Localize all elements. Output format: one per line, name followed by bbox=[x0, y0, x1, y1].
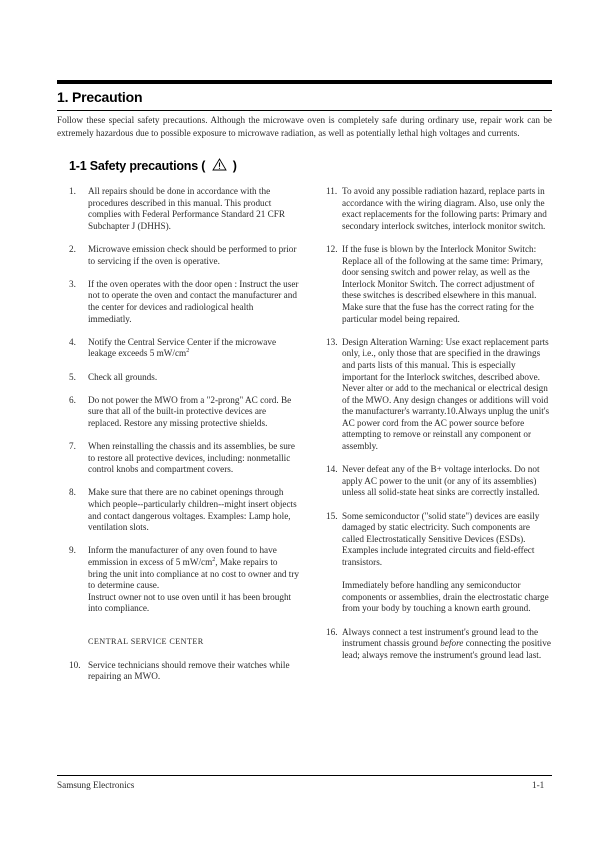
list-item bbox=[69, 279, 299, 325]
item-number: 3. bbox=[69, 278, 76, 289]
item-text-part: connecting the positive lead; always remove the instrument's ground lead last. bbox=[342, 638, 551, 660]
list-item bbox=[326, 337, 552, 453]
item-number: 12. bbox=[326, 243, 338, 254]
item-number: 14. bbox=[326, 464, 338, 475]
central-service-center-label: CENTRAL SERVICE CENTER bbox=[88, 636, 204, 646]
item-text-part: If the fuse is blown by the Interlock Monitor Switch: Replace all of the following at the same time: Primary, door sensing switch and power relay, as well as the Interlock Monitor Switch. The correct adjustment of these switches is described elsewhere in this manual. Make sure that the fuse has the correct rating for the particular model being repaired. bbox=[342, 243, 543, 324]
intro-paragraph: Follow these special safety precautions. Although the microwave oven is completely safe during ordinary use, repair work can be extremely hazardous due to possible exposure to microwave radiation, as well as potentially lethal high voltages and currents. bbox=[57, 115, 552, 138]
list-item bbox=[326, 464, 552, 499]
item-text-part: Always connect a test instrument's ground lead to the instrument chassis ground bbox=[342, 626, 539, 649]
page-title: 1. Precaution bbox=[57, 89, 143, 105]
item-text bbox=[88, 395, 299, 430]
list-item bbox=[69, 545, 299, 615]
item-text: Service technicians should remove their watches while repairing an MWO. bbox=[88, 659, 290, 682]
item-text bbox=[88, 372, 299, 384]
item-text-part: Some semiconductor ("solid state") devices are easily damaged by static electricity. Such components are called Electrostatically Sensitive Devices (ESDs). Examples include integrated circuits and field-effect transistors. bbox=[342, 510, 540, 567]
item-number: 2. bbox=[69, 243, 76, 254]
item-text-part: Make sure that there are no cabinet openings through which people--particularly children--might insert objects and contact dangerous voltages. Examples: Lamp hole, ventilation slots. bbox=[88, 487, 297, 533]
footer-page-number: 1-1 bbox=[532, 780, 545, 790]
item-text bbox=[88, 487, 299, 533]
item-number: 7. bbox=[69, 441, 76, 452]
list-item bbox=[69, 186, 299, 232]
item-text bbox=[342, 511, 552, 615]
item-text-part: Check all grounds. bbox=[88, 371, 158, 382]
list-item bbox=[69, 372, 299, 384]
list-item bbox=[326, 186, 552, 232]
item-number: 5. bbox=[69, 371, 76, 382]
warning-triangle-icon bbox=[212, 158, 227, 171]
list-item bbox=[69, 660, 299, 683]
left-item-list bbox=[69, 186, 299, 534]
item-text bbox=[342, 186, 552, 232]
item-text bbox=[88, 545, 299, 615]
item-text-part: Microwave emission check should be performed to prior to servicing if the oven is operative. bbox=[88, 243, 297, 266]
title-rule bbox=[57, 110, 552, 111]
item-text-part: When reinstalling the chassis and its assemblies, be sure to restore all protective devices, including: nonmetallic control knobs and compartment covers. bbox=[88, 441, 295, 475]
item-text-part: If the oven operates with the door open : Instruct the user not to operate the oven and contact the manufacturer and the center for devices and radiological health immediatly. bbox=[88, 278, 299, 324]
item-text bbox=[342, 244, 552, 325]
left-column bbox=[69, 186, 299, 694]
superscript: 2 bbox=[212, 556, 216, 563]
item-number: 1. bbox=[69, 186, 76, 196]
item-text bbox=[88, 186, 299, 232]
list-item bbox=[69, 395, 299, 430]
item-text-part: Instruct owner not to use oven until it has been brought into compliance. bbox=[88, 591, 292, 614]
list-item bbox=[326, 627, 552, 662]
item-text bbox=[342, 464, 552, 499]
list-item bbox=[69, 244, 299, 267]
section-title-prefix: 1-1 Safety precautions ( bbox=[69, 159, 206, 173]
footer-rule bbox=[57, 775, 552, 776]
list-item bbox=[69, 487, 299, 533]
right-column bbox=[326, 186, 552, 673]
item-text-part: Do not power the MWO from a "2-prong" AC cord. Be sure that all of the built-in protective devices are replaced. Restore any missing protective shields. bbox=[88, 394, 292, 428]
list-item bbox=[69, 337, 299, 360]
item-text-part: All repairs should be done in accordance with the procedures described in this manual. This product complies with Federal Performance Standard 21 CFR Subchapter J (DHHS). bbox=[88, 186, 285, 231]
footer-company: Samsung Electronics bbox=[57, 780, 135, 790]
section-title-suffix: ) bbox=[232, 159, 237, 173]
item-text-part: Inform the manufacturer of any oven found to have emmission in excess of 5 mW/cm bbox=[88, 545, 277, 567]
item-number: 9. bbox=[69, 545, 76, 556]
item-text bbox=[88, 441, 299, 476]
item-number: 13. bbox=[326, 336, 338, 347]
item-number: 10. bbox=[69, 659, 81, 670]
item-text-part: Immediately before handling any semiconductor components or assemblies, drain the electrostatic charge from your body by touching a known earth ground. bbox=[342, 580, 549, 614]
item-text-part: Design Alteration Warning: Use exact replacement parts only, i.e., only those that are specified in the drawings and parts lists of this manual. This is especially important for the Interlock switches, described above. Never alter or add to the mechanical or electrical design of the MWO. Any design changes or additions will void the manufacturer's warranty.10.Always unplug the unit's AC power cord from the AC power source before attempting to remove or reinstall any component or assembly. bbox=[342, 336, 550, 452]
section-title bbox=[69, 158, 237, 173]
item-text-part: To avoid any possible radiation hazard, replace parts in accordance with the wiring diagram. Also, use only the exact replacements for the following parts: Primary and secondary interlock switches, interlock monitor switch. bbox=[342, 186, 547, 231]
item-text-part: , Make repairs to bring the unit into compliance at no cost to owner and try to determine cause. bbox=[88, 557, 300, 591]
item-number: 4. bbox=[69, 336, 76, 347]
item-number: 11. bbox=[326, 186, 338, 196]
right-item-list bbox=[326, 186, 552, 499]
item-text-part: Notify the Central Service Center if the microwave leakage exceeds 5 mW/cm bbox=[88, 336, 277, 359]
item-text-emphasis: before bbox=[440, 638, 464, 649]
item-number: 8. bbox=[69, 487, 76, 498]
superscript: 2 bbox=[186, 348, 190, 355]
item-text bbox=[342, 627, 552, 662]
item-text bbox=[88, 337, 299, 360]
item-text-part: Never defeat any of the B+ voltage interlocks. Do not apply AC power to the unit (or any of its assemblies) unless all solid-state heat sinks are correctly installed. bbox=[342, 464, 540, 498]
top-rule bbox=[57, 80, 552, 84]
list-item bbox=[326, 244, 552, 325]
item-number: 6. bbox=[69, 394, 76, 405]
list-item bbox=[326, 511, 552, 615]
item-text bbox=[88, 244, 299, 267]
item-number: 15. bbox=[326, 510, 338, 521]
item-text bbox=[88, 279, 299, 325]
item-text bbox=[342, 337, 552, 453]
item-number: 16. bbox=[326, 626, 338, 637]
list-item bbox=[69, 441, 299, 476]
